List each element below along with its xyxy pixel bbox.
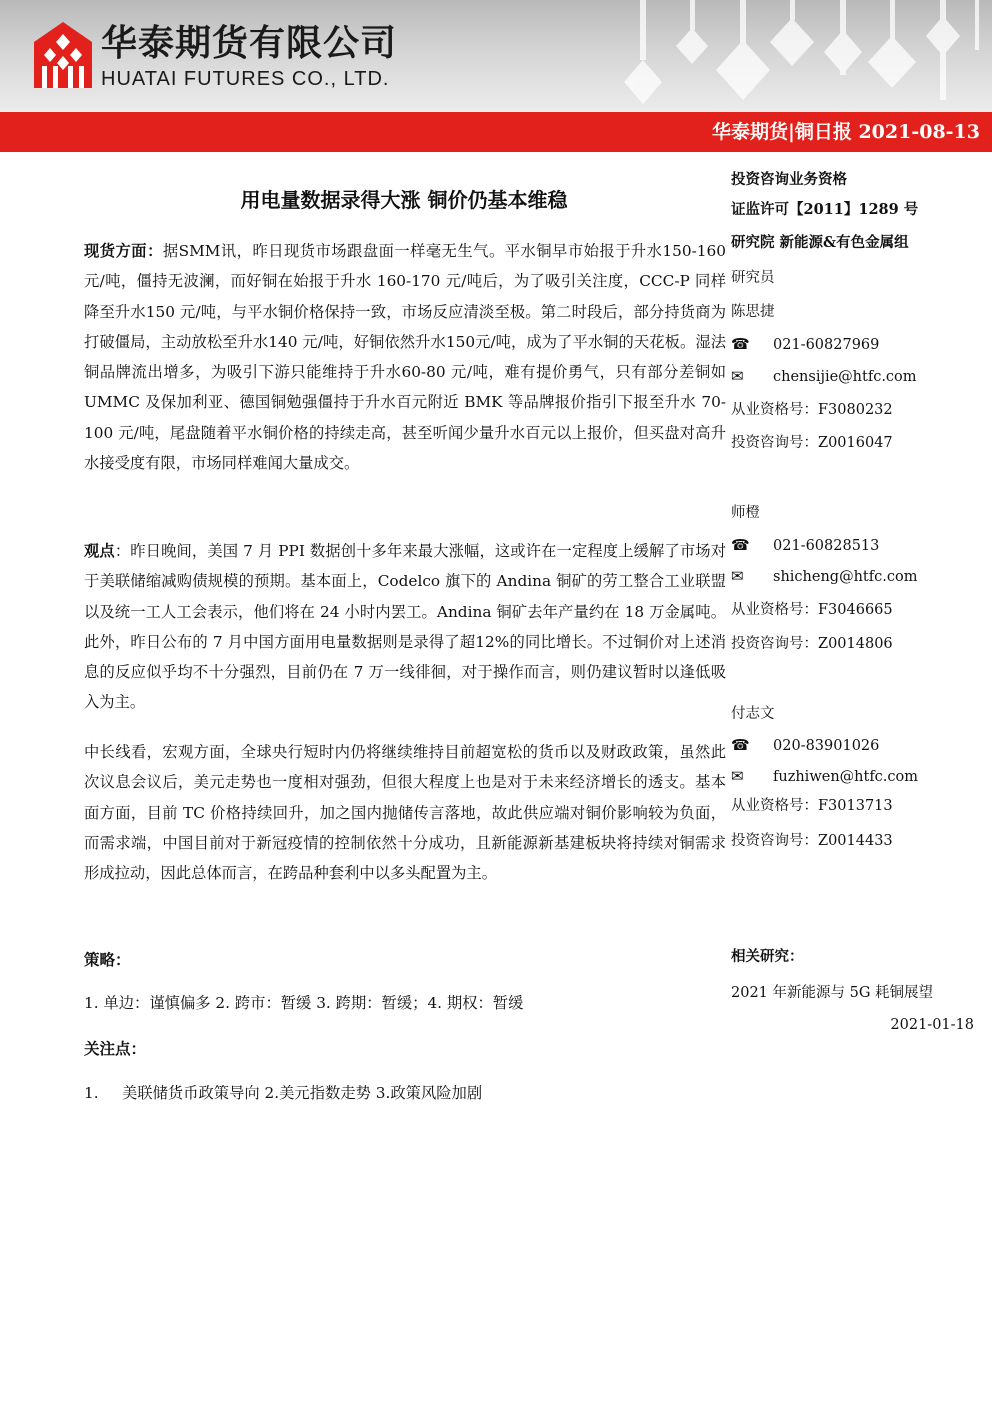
article-title: 用电量数据录得大涨 铜价仍基本维稳 bbox=[240, 188, 568, 212]
related-heading: 相关研究： bbox=[731, 948, 804, 965]
spot-text: 据SMM讯，昨日现货市场跟盘面一样毫无生气。平水铜早市始报于升水150-160 元/吨，僵持无波澜，而好铜在始报于升水 160-170 元/吨后，为了吸引关注度，CCC-P 同样降至升水150 元/吨，与平水铜价格保持一致，市场反应清淡至极。第二时段后，部分持货商为打破僵局，主动放松至升水140 元/吨，好铜依然升水150元/吨，成为了平水铜的天花板。湿法铜品牌流出增多，为吸引下游只能维持于升水60-80 元/吨，难有提价勇气，只有部分差铜如 UMMC 及保加利亚、德国铜勉强僵持于升水百元附近 BMK 等品牌报价指引下报至升水 70-100 元/吨，尾盘随着平水铜价格的持续走高，甚至听闻少量升水百元以上报价，但买盘对高升水接受度有限，市场同样难闻大量成交。 bbox=[84, 242, 726, 473]
role-label: 研究员 bbox=[731, 270, 775, 286]
view-label: 观点 bbox=[84, 542, 115, 560]
qualification-line-2: 证监许可【2011】1289 号 bbox=[731, 201, 919, 218]
focus-list bbox=[84, 1080, 482, 1106]
envelope-icon: ✉ bbox=[731, 567, 744, 585]
researcher-advisor: 投资咨询号：Z0014806 bbox=[731, 636, 893, 652]
focus-number: 1. bbox=[84, 1084, 99, 1102]
report-tag: 华泰期货|铜日报 2021-08-13 bbox=[711, 121, 980, 143]
researcher-phone: ☎ 020-83901026 bbox=[731, 736, 880, 754]
researcher-name: 付志文 bbox=[731, 706, 775, 722]
researcher-name: 师橙 bbox=[731, 505, 760, 521]
related-report-title[interactable]: 2021 年新能源与 5G 耗铜展望 bbox=[731, 985, 934, 1001]
view-text: ：昨日晚间，美国 7 月 PPI 数据创十多年来最大涨幅，这或许在一定程度上缓解了市场对于美联储缩减购债规模的预期。基本面上，Codelco 旗下的 Andina 铜矿的劳工整合工业联盟以及统一工人工会表示，他们将在 24 小时内罢工。Andina 铜矿去年产量约在 18 万金属吨。此外，昨日公布的 7 月中国方面用电量数据则是录得了超12%的同比增长。不过铜价对上述消息的反应似乎均不十分强烈，目前仍在 7 万一线徘徊，对于操作而言，则仍建议暂时以逢低吸入为主。 bbox=[84, 542, 726, 712]
focus-text: 美联储货币政策导向 2.美元指数走势 3.政策风险加剧 bbox=[122, 1084, 483, 1102]
phone-icon: ☎ bbox=[731, 335, 750, 353]
spot-label: 现货方面： bbox=[84, 242, 163, 260]
researcher-cert: 从业资格号：F3046665 bbox=[731, 602, 893, 618]
spot-paragraph bbox=[84, 236, 726, 478]
company-name-en: HUATAI FUTURES CO., LTD. bbox=[101, 68, 390, 90]
phone-icon: ☎ bbox=[731, 536, 750, 554]
researcher-advisor: 投资咨询号：Z0016047 bbox=[731, 435, 893, 451]
researcher-email[interactable]: ✉ fuzhiwen@htfc.com bbox=[731, 767, 919, 785]
focus-heading: 关注点： bbox=[84, 1039, 147, 1058]
company-name-cn: 华泰期货有限公司 bbox=[101, 23, 398, 64]
report-tag-bar bbox=[0, 112, 992, 152]
researcher-email[interactable]: ✉ chensijie@htfc.com bbox=[731, 367, 917, 385]
huatai-logo-icon bbox=[34, 22, 92, 88]
longterm-paragraph: 中长线看，宏观方面，全球央行短时内仍将继续维持目前超宽松的货币以及财政政策，虽然此次议息会议后，美元走势也一度相对强劲，但很大程度上也是对于未来经济增长的透支。基本面方面，目前 TC 价格持续回升，加之国内抛储传言落地，故此供应端对铜价影响较为负面，而需求端，中国目前对于新冠疫情的控制依然十分成功，且新能源新基建板块将持续对铜需求形成拉动，因此总体而言，在跨品种套利中以多头配置为主。 bbox=[84, 743, 726, 883]
phone-icon: ☎ bbox=[731, 736, 750, 754]
researcher-cert: 从业资格号：F3080232 bbox=[731, 402, 893, 418]
researcher-cert: 从业资格号：F3013713 bbox=[731, 798, 893, 814]
researcher-email[interactable]: ✉ shicheng@htfc.com bbox=[731, 567, 918, 585]
strategy-text: 1. 单边：谨慎偏多 2. 跨市：暂缓 3. 跨期：暂缓；4. 期权：暂缓 bbox=[84, 994, 524, 1012]
page-header bbox=[0, 0, 992, 112]
related-report-date: 2021-01-18 bbox=[890, 1017, 974, 1033]
header-decoration-icon bbox=[600, 0, 992, 112]
researcher-advisor: 投资咨询号：Z0014433 bbox=[731, 833, 893, 849]
envelope-icon: ✉ bbox=[731, 767, 744, 785]
envelope-icon: ✉ bbox=[731, 367, 744, 385]
researcher-phone: ☎ 021-60827969 bbox=[731, 335, 880, 353]
department: 研究院 新能源&有色金属组 bbox=[731, 234, 909, 251]
strategy-heading: 策略： bbox=[84, 950, 131, 969]
view-paragraph bbox=[84, 536, 726, 718]
researcher-name: 陈思捷 bbox=[731, 304, 775, 320]
researcher-phone: ☎ 021-60828513 bbox=[731, 536, 880, 554]
qualification-line-1: 投资咨询业务资格 bbox=[731, 171, 847, 188]
